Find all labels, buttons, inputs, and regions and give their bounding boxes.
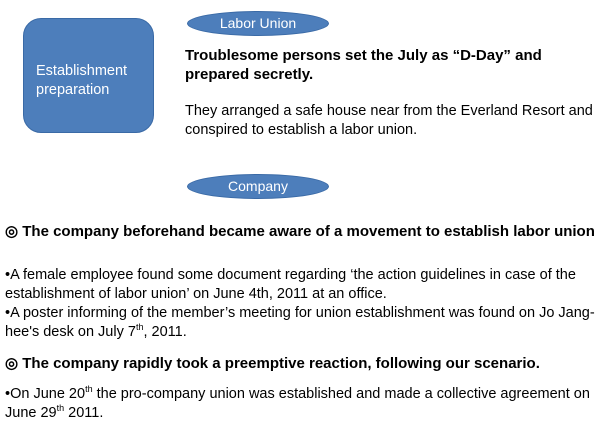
section2-bullet-sup2: th — [56, 403, 65, 414]
company-pill: Company — [187, 174, 329, 199]
section2-bullet-post: 2011. — [64, 405, 104, 421]
labor-union-headline: Troublesome persons set the July as “D-Day” and prepared secretly. — [185, 47, 542, 83]
section2-bullets — [5, 385, 595, 423]
section2-bullet-sup1: th — [85, 384, 93, 395]
box-label-line1: Establishment — [36, 63, 128, 79]
section2-bullet1 — [5, 385, 595, 423]
section2-bullet-mid: the pro-company union was established and made a collective agreement on June 29 — [5, 386, 590, 421]
section1-bullet2-end: , 2011. — [143, 324, 187, 340]
section1-bullet2-sup: th — [135, 322, 144, 333]
section1-bullet2-text: •A poster informing of the member’s meeting for union establishment was found on Jo Jang-hee's desk on July 7 — [5, 305, 595, 340]
labor-union-pill: Labor Union — [187, 11, 329, 36]
section1-bullet1: •A female employee found some document regarding ‘the action guidelines in case of the establishment of labor union’ on June 4th, 2011 at an office. — [5, 267, 576, 302]
section2-title: ◎ The company rapidly took a preemptive reaction, following our scenario. — [5, 355, 540, 372]
labor-union-paragraph: They arranged a safe house near from the Everland Resort and conspired to establish a labor union. — [185, 103, 593, 138]
establishment-preparation-box — [23, 18, 154, 133]
box-label-line2: preparation — [36, 82, 110, 98]
section1-title: ◎ The company beforehand became aware of a movement to establish labor union — [5, 223, 595, 240]
section1-bullet2 — [5, 304, 595, 342]
section2-bullet-pre: •On June 20 — [5, 386, 86, 402]
section1-bullets — [5, 266, 595, 342]
